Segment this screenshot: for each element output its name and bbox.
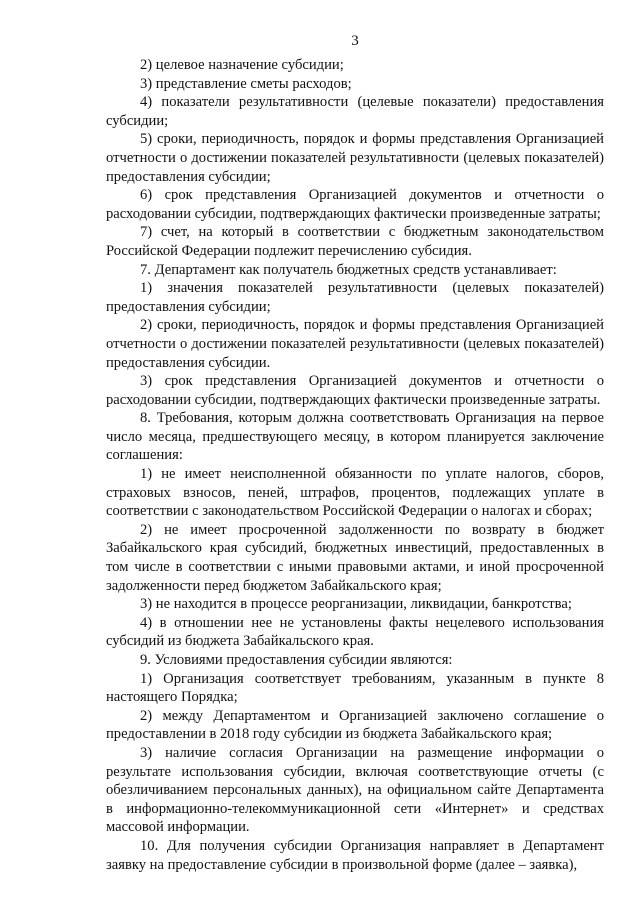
paragraph: 9. Условиями предоставления субсидии являются:: [140, 652, 453, 668]
paragraph: 6) срок представления Организацией документов и отчетности о расходовании субсидии, подтверждающих фактически произведенные затраты;: [106, 187, 604, 222]
paragraph: 3) не находится в процессе реорганизации, ликвидации, банкротства;: [140, 596, 572, 613]
paragraph: 8. Требования, которым должна соответствовать Организация на первое число месяца, предшествующего месяцу, в котором планируется заключение соглашения:: [106, 410, 604, 464]
paragraph: 2) между Департаментом и Организацией заключено соглашение о предоставлении в 2018 году субсидии из бюджета Забайкальского края;: [106, 707, 604, 743]
paragraph: 2) сроки, периодичность, порядок и формы представления Организацией отчетности о достижении показателей результативности (целевых показателей) предоставления субсидии.: [106, 317, 604, 371]
paragraph: 3) срок представления Организацией документов и отчетности о расходовании субсидии, подтверждающих фактически произведенные затраты.: [106, 373, 604, 408]
paragraph: 1) Организация соответствует требованиям, указанным в пункте 8 настоящего Порядка;: [106, 670, 604, 706]
document-body: [106, 56, 604, 874]
paragraph: 3) представление сметы расходов;: [140, 75, 352, 92]
paragraph: 7. Департамент как получатель бюджетных средств устанавливает:: [140, 261, 557, 278]
paragraph: 3) наличие согласия Организации на размещение информации о результате использования субсидии, включая соответствующие отчеты (с обезличиванием персональных данных), на официальном сайте Департамента в информационно-телекоммуникационной сети «Интернет» и средствах массовой информации.: [106, 744, 604, 836]
paragraph: 5) сроки, периодичность, порядок и формы представления Организацией отчетности о достижении показателей результативности (целевых показателей) предоставления субсидии;: [106, 131, 604, 185]
paragraph: 1) значения показателей результативности (целевых показателей) предоставления субсидии;: [106, 280, 604, 315]
paragraph: 10. Для получения субсидии Организация направляет в Департамент заявку на предоставление субсидии в произвольной форме (далее – заявка),: [106, 837, 604, 873]
paragraph: 4) показатели результативности (целевые показатели) предоставления субсидии;: [106, 94, 604, 129]
paragraph: 2) целевое назначение субсидии;: [140, 57, 344, 73]
paragraph: 2) не имеет просроченной задолженности по возврату в бюджет Забайкальского края субсидий, бюджетных инвестиций, предоставленных в том числе в соответствии с иными правовыми актами, и иной просроченной задолженности перед бюджетом Забайкальского края;: [106, 521, 604, 594]
page-number: 3: [351, 33, 359, 49]
paragraph: 7) счет, на который в соответствии с бюджетным законодательством Российской Федерации подлежит перечислению субсидия.: [106, 224, 604, 259]
paragraph: 4) в отношении нее не установлены факты нецелевого использования субсидий из бюджета Забайкальского края.: [106, 614, 604, 650]
paragraph: 1) не имеет неисполненной обязанности по уплате налогов, сборов, страховых взносов, пеней, штрафов, процентов, подлежащих уплате в соответствии с законодательством Российской Федерации о налогах и сборах;: [106, 466, 604, 520]
